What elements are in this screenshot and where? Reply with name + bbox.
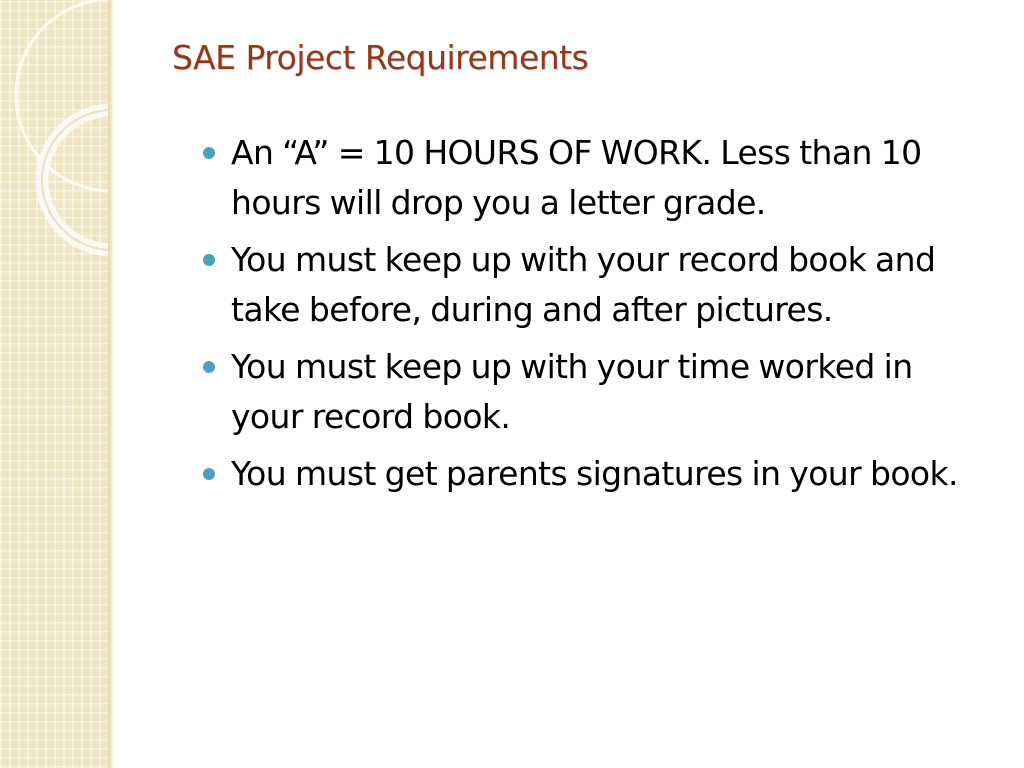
decorative-rings	[0, 0, 112, 768]
bullet-dot-icon	[203, 468, 215, 480]
bullet-text: You must keep up with your record book and take before, during and after pictures.	[231, 240, 936, 329]
bullet-text: An “A” = 10 HOURS OF WORK. Less than 10 hours will drop you a letter grade.	[231, 133, 922, 222]
bullet-dot-icon	[203, 254, 215, 266]
bullet-text: You must keep up with your time worked in your record book.	[231, 347, 913, 436]
slide-title: SAE Project Requirements	[172, 38, 589, 77]
bullet-item	[200, 342, 970, 442]
band-edge-shadow	[108, 0, 114, 768]
bullet-dot-icon	[203, 361, 215, 373]
bullet-item	[200, 128, 970, 228]
bullet-item	[200, 235, 970, 335]
bullet-list	[200, 128, 970, 506]
bullet-text: You must get parents signatures in your book.	[231, 454, 958, 493]
bullet-dot-icon	[203, 147, 215, 159]
decorative-side-band	[0, 0, 112, 768]
bullet-item	[200, 449, 970, 499]
